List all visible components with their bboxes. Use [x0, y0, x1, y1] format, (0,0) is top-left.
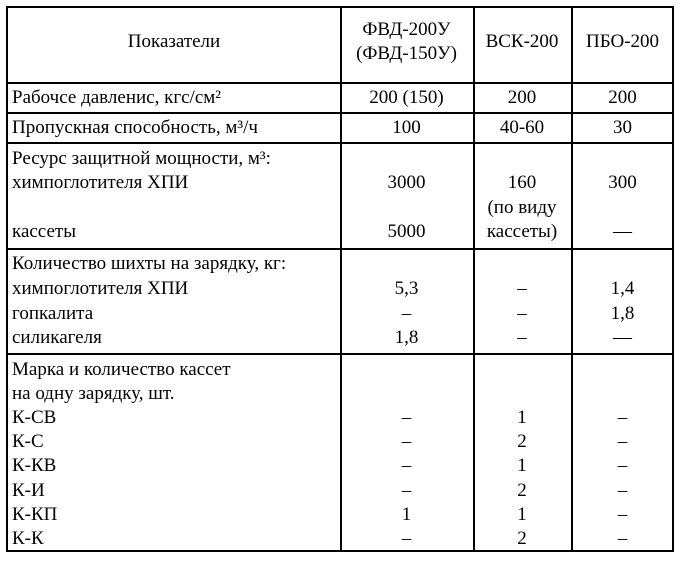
cassette-pbo: – [617, 528, 628, 549]
header-indicators: Показатели [127, 31, 221, 52]
cassette-pbo: – [617, 504, 628, 525]
pressure-vsk: 200 [507, 87, 537, 108]
cassette-pbo: – [617, 455, 628, 476]
pressure-label: Рабочсе давленис, кгс/см² [12, 87, 221, 108]
charge-item-pbo: 1,8 [610, 303, 635, 324]
cassette-label: К-С [12, 431, 44, 452]
row-divider-throughput [8, 142, 672, 144]
cassettes-label-line2: на одну зарядку, шт. [12, 383, 175, 404]
cassette-vsk: 2 [517, 431, 527, 452]
header-fvd-line2: (ФВД-150У) [356, 43, 457, 64]
cassettes-label-line1: Марка и количество кассет [12, 359, 231, 380]
resource-hpi-fvd: 3000 [387, 172, 426, 193]
resource-hpi-pbo: 300 [608, 172, 637, 193]
cassette-vsk: 2 [517, 528, 527, 549]
row-divider-charge [8, 353, 672, 355]
charge-item-fvd: 5,3 [394, 278, 419, 299]
row-divider-pressure [8, 112, 672, 114]
charge-item-pbo: — [613, 327, 632, 348]
charge-item-vsk: – [517, 278, 527, 299]
cassette-pbo: – [617, 431, 628, 452]
cassette-fvd: – [401, 455, 412, 476]
throughput-vsk: 40-60 [499, 117, 545, 138]
resource-cassette-fvd: 5000 [387, 221, 426, 242]
charge-item-label: гопкалита [12, 303, 94, 324]
cassette-label: К-К [12, 528, 44, 549]
row-divider-header [8, 82, 672, 84]
cassette-fvd: 1 [401, 504, 412, 525]
charge-item-fvd: 1,8 [394, 327, 419, 348]
resource-hpi-vsk: 160 [507, 172, 537, 193]
throughput-label: Пропускная способность, м³/ч [12, 117, 258, 138]
charge-label: Количество шихты на зарядку, кг: [12, 253, 287, 274]
cassette-vsk: 1 [517, 407, 527, 428]
pressure-fvd: 200 (150) [369, 87, 444, 108]
resource-cassette-pbo: — [613, 221, 632, 242]
pressure-pbo: 200 [608, 87, 637, 108]
cassette-fvd: – [401, 480, 412, 501]
row-divider-resource [8, 248, 672, 250]
cassette-pbo: – [617, 407, 628, 428]
cassette-fvd: – [401, 407, 412, 428]
charge-item-label: силикагеля [12, 327, 102, 348]
throughput-pbo: 30 [613, 117, 632, 138]
header-pbo: ПБО-200 [585, 31, 660, 52]
throughput-fvd: 100 [392, 117, 421, 138]
cassette-vsk: 1 [517, 504, 527, 525]
cassette-label: К-СВ [12, 407, 57, 428]
cassette-vsk: 1 [517, 455, 527, 476]
cassette-label: К-КП [12, 504, 58, 525]
resource-vsk-note-line1: (по виду [487, 197, 557, 218]
cassette-vsk: 2 [517, 480, 527, 501]
charge-item-vsk: – [517, 303, 527, 324]
cassette-pbo: – [617, 480, 628, 501]
charge-item-vsk: – [517, 327, 527, 348]
spec-table [6, 6, 674, 552]
cassette-fvd: – [401, 528, 412, 549]
cassette-label: К-И [12, 480, 45, 501]
resource-cassette-label: кассеты [12, 221, 76, 242]
resource-vsk-note-line2: кассеты) [486, 221, 558, 242]
cassette-fvd: – [401, 431, 412, 452]
resource-hpi-label: химпоглотителя ХПИ [12, 172, 189, 193]
header-fvd-line1: ФВД-200У [362, 19, 451, 40]
resource-label: Ресурс защитной мощности, м³: [12, 148, 271, 169]
header-vsk: ВСК-200 [485, 31, 559, 52]
charge-item-pbo: 1,4 [610, 278, 635, 299]
charge-item-fvd: – [401, 303, 412, 324]
cassette-label: К-КВ [12, 455, 57, 476]
charge-item-label: химпоглотителя ХПИ [12, 278, 189, 299]
